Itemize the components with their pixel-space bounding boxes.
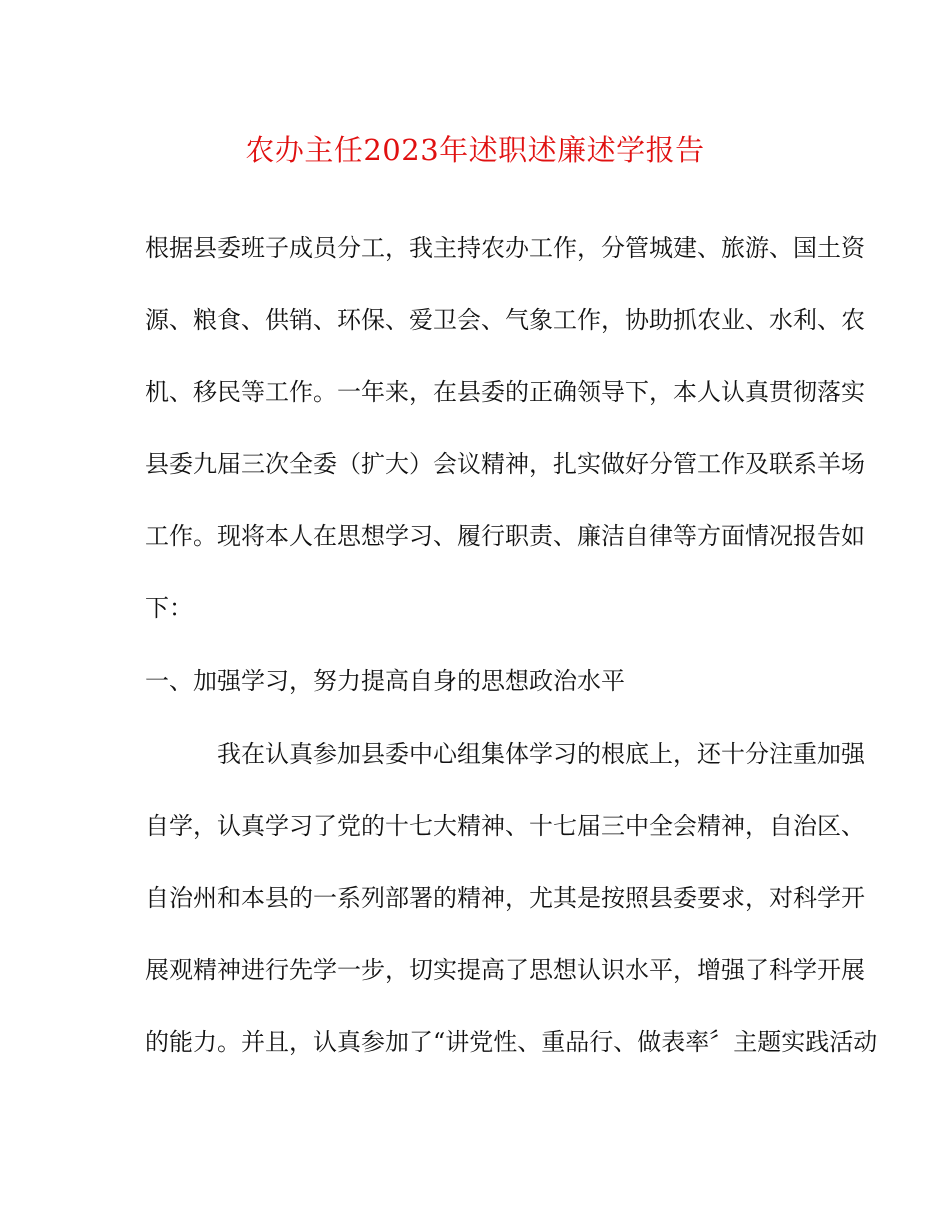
paragraph-line: 的能力。并且，认真参加了“讲党性、重品行、做表率〞主题实践活动 (145, 1028, 878, 1056)
paragraph-line: 根据县委班子成员分工，我主持农办工作，分管城建、旅游、国土资 (145, 234, 865, 262)
paragraph-line: 机、移民等工作。一年来，在县委的正确领导下，本人认真贯彻落实 (145, 378, 865, 406)
document-title: 农办主任2023年述职述廉述学报告 (245, 133, 705, 167)
section-heading: 一、加强学习，努力提高自身的思想政治水平 (145, 667, 625, 695)
paragraph-line: 我在认真参加县委中心组集体学习的根底上，还十分注重加强 (217, 740, 865, 768)
paragraph-line: 自治州和本县的一系列部署的精神，尤其是按照县委要求，对科学开 (145, 884, 865, 912)
paragraph-line: 工作。现将本人在思想学习、履行职责、廉洁自律等方面情况报告如 (145, 522, 865, 550)
paragraph-line: 下： (145, 594, 193, 622)
paragraph-line: 源、粮食、供销、环保、爱卫会、气象工作，协助抓农业、水利、农 (145, 306, 865, 334)
paragraph-line: 自学，认真学习了党的十七大精神、十七届三中全会精神，自治区、 (145, 812, 865, 840)
paragraph-line: 展观精神进行先学一步，切实提高了思想认识水平，增强了科学开展 (145, 956, 865, 984)
paragraph-line: 县委九届三次全委（扩大）会议精神，扎实做好分管工作及联系羊场 (145, 450, 865, 478)
